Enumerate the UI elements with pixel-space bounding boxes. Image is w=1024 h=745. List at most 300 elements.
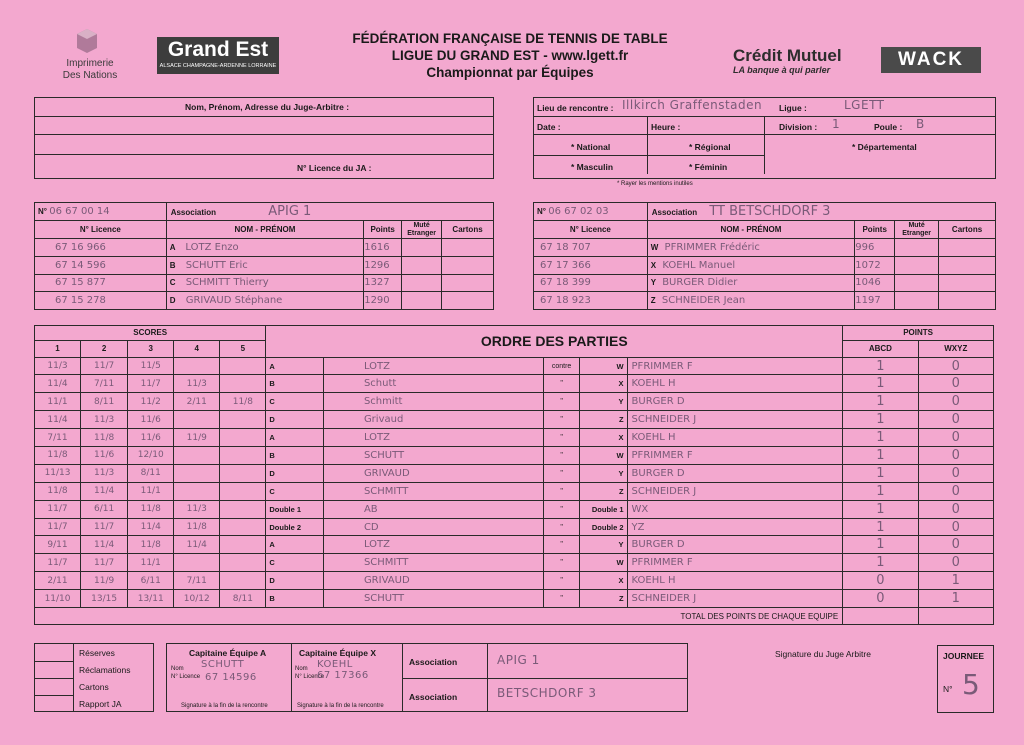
player-name: SCHMITT Thierry bbox=[185, 277, 269, 289]
match-row bbox=[35, 464, 994, 482]
player-x-name: KOEHL H bbox=[627, 572, 843, 590]
player-letter: X bbox=[650, 260, 657, 270]
player-name-cell bbox=[647, 292, 854, 310]
assoc-vline bbox=[487, 644, 488, 711]
points-abcd: 0 bbox=[843, 572, 918, 590]
player-x-letter: Z bbox=[580, 590, 627, 608]
ja-line bbox=[35, 134, 493, 135]
player-points: 1197 bbox=[855, 292, 895, 310]
team-x-col-licence: N° Licence bbox=[534, 221, 648, 239]
player-name: SCHUTT Eric bbox=[185, 259, 248, 271]
player-a-name: AB bbox=[323, 500, 543, 518]
points-wxyz: 1 bbox=[918, 572, 993, 590]
set-score: 11/5 bbox=[128, 357, 174, 375]
points-abcd: 1 bbox=[843, 482, 918, 500]
points-abcd: 1 bbox=[843, 375, 918, 393]
grandest-logo-text: Grand Est bbox=[167, 38, 269, 61]
team-x-player-row bbox=[534, 274, 996, 292]
poule-value: B bbox=[916, 117, 925, 131]
scores-header: SCORES bbox=[35, 326, 266, 341]
player-points: 1296 bbox=[364, 256, 402, 274]
player-a-letter: D bbox=[266, 572, 324, 590]
points-abcd: 1 bbox=[843, 500, 918, 518]
team-x-no-value: 06 67 02 03 bbox=[548, 206, 609, 217]
player-licence: 67 18 399 bbox=[534, 274, 648, 292]
national-option[interactable]: * National bbox=[571, 142, 611, 152]
player-a-letter: B bbox=[266, 590, 324, 608]
regional-option[interactable]: * Régional bbox=[689, 142, 731, 152]
match-row bbox=[35, 375, 994, 393]
player-a-letter: D bbox=[266, 464, 324, 482]
player-points: 1327 bbox=[364, 274, 402, 292]
team-a-player-row bbox=[35, 292, 494, 310]
points-wxyz: 0 bbox=[918, 447, 993, 465]
player-name-cell bbox=[166, 239, 364, 257]
team-x-no-cell bbox=[534, 203, 648, 221]
set-score bbox=[220, 429, 266, 447]
contre-label: " bbox=[543, 554, 580, 572]
set-score: 11/8 bbox=[35, 447, 81, 465]
set-header: 3 bbox=[128, 340, 174, 357]
set-score: 11/3 bbox=[35, 357, 81, 375]
match-row bbox=[35, 429, 994, 447]
points-wxyz: 0 bbox=[918, 482, 993, 500]
wack-logo-text: WACK bbox=[897, 49, 965, 70]
report-line bbox=[35, 661, 73, 662]
set-score: 6/11 bbox=[81, 500, 128, 518]
wack-logo bbox=[881, 47, 981, 73]
match-row bbox=[35, 482, 994, 500]
team-x-col-nom: NOM - PRÉNOM bbox=[647, 221, 854, 239]
team-x-col-cartons: Cartons bbox=[939, 221, 996, 239]
player-licence: 67 14 596 bbox=[35, 256, 167, 274]
cm-logo-text: Crédit Mutuel bbox=[733, 46, 842, 65]
match-row bbox=[35, 536, 994, 554]
points-wxyz: 1 bbox=[918, 590, 993, 608]
set-score bbox=[220, 500, 266, 518]
reserves-label[interactable]: Réserves bbox=[79, 648, 115, 658]
points-abcd: 1 bbox=[843, 429, 918, 447]
report-line bbox=[35, 695, 73, 696]
team-a-no-value: 06 67 00 14 bbox=[49, 206, 110, 217]
player-letter: W bbox=[650, 242, 659, 252]
set-score: 11/9 bbox=[81, 572, 128, 590]
set-score: 11/7 bbox=[35, 554, 81, 572]
venue-note: * Rayer les mentions inutiles bbox=[617, 181, 693, 187]
set-score: 2/11 bbox=[35, 572, 81, 590]
player-letter: Z bbox=[650, 296, 656, 306]
player-x-name: WX bbox=[627, 500, 843, 518]
total-label: TOTAL DES POINTS DE CHAQUE EQUIPE bbox=[35, 608, 843, 625]
player-points: 1290 bbox=[364, 292, 402, 310]
points-abcd: 1 bbox=[843, 411, 918, 429]
player-points: 1072 bbox=[855, 256, 895, 274]
player-mute bbox=[402, 239, 442, 257]
player-a-name: Schutt bbox=[323, 375, 543, 393]
team-x-player-row bbox=[534, 239, 996, 257]
player-licence: 67 16 966 bbox=[35, 239, 167, 257]
feminin-option[interactable]: * Féminin bbox=[689, 162, 728, 172]
player-points: 1616 bbox=[364, 239, 402, 257]
set-score: 11/3 bbox=[174, 375, 220, 393]
contre-label: " bbox=[543, 411, 580, 429]
title-line2: LIGUE DU GRAND EST - www.lgett.fr bbox=[391, 48, 629, 63]
player-a-letter: B bbox=[266, 447, 324, 465]
team-x-assoc-cell bbox=[647, 203, 995, 221]
rapport-label[interactable]: Rapport JA bbox=[79, 699, 122, 709]
set-score: 11/3 bbox=[81, 411, 128, 429]
set-score: 7/11 bbox=[174, 572, 220, 590]
player-x-name: YZ bbox=[627, 518, 843, 536]
player-name-cell bbox=[166, 256, 364, 274]
team-a-player-row bbox=[35, 274, 494, 292]
set-score: 11/8 bbox=[128, 536, 174, 554]
ligue-value: LGETT bbox=[844, 98, 885, 112]
player-name: GRIVAUD Stéphane bbox=[185, 295, 283, 307]
player-x-name: BURGER D bbox=[627, 393, 843, 411]
player-a-letter: A bbox=[266, 536, 324, 554]
points-wxyz: 0 bbox=[918, 536, 993, 554]
assoc-x-value: BETSCHDORF 3 bbox=[497, 686, 597, 700]
player-name-cell bbox=[166, 274, 364, 292]
team-a-assoc-cell bbox=[166, 203, 493, 221]
contre-label: " bbox=[543, 500, 580, 518]
ja-box bbox=[34, 97, 494, 179]
imprimerie-name bbox=[55, 58, 125, 82]
poule-label: Poule : bbox=[874, 122, 903, 132]
cartons-label[interactable]: Cartons bbox=[79, 682, 109, 692]
player-x-name: KOEHL H bbox=[627, 375, 843, 393]
player-mute bbox=[895, 256, 939, 274]
set-score bbox=[174, 554, 220, 572]
player-x-letter: Y bbox=[580, 464, 627, 482]
reclamations-label[interactable]: Réclamations bbox=[79, 665, 131, 675]
player-a-letter: A bbox=[266, 429, 324, 447]
player-a-name: GRIVAUD bbox=[323, 572, 543, 590]
player-a-name: Schmitt bbox=[323, 393, 543, 411]
player-x-name: KOEHL H bbox=[627, 429, 843, 447]
team-a-col-cartons: Cartons bbox=[442, 221, 494, 239]
imprimerie-line2: Des Nations bbox=[62, 70, 118, 81]
player-letter: Y bbox=[650, 278, 656, 288]
journee-label: JOURNEE bbox=[943, 651, 985, 661]
set-score: 12/10 bbox=[128, 447, 174, 465]
match-row bbox=[35, 447, 994, 465]
cap-divider bbox=[291, 644, 292, 711]
venue-vline bbox=[764, 134, 765, 174]
set-score: 13/15 bbox=[81, 590, 128, 608]
player-x-name: PFRIMMER F bbox=[627, 447, 843, 465]
set-score bbox=[174, 464, 220, 482]
player-x-name: SCHNEIDER J bbox=[627, 590, 843, 608]
team-a-col-licence: N° Licence bbox=[35, 221, 167, 239]
points-abcd: 1 bbox=[843, 447, 918, 465]
player-x-letter: X bbox=[580, 429, 627, 447]
title-line3: Championnat par Équipes bbox=[426, 65, 594, 80]
set-score: 8/11 bbox=[81, 393, 128, 411]
match-row bbox=[35, 554, 994, 572]
ja-name-label: Nom, Prénom, Adresse du Juge-Arbitre : bbox=[185, 102, 350, 112]
cap-a-nom: SCHUTT bbox=[201, 659, 245, 670]
set-score: 11/4 bbox=[81, 536, 128, 554]
points-abcd: 1 bbox=[843, 518, 918, 536]
player-x-letter: Z bbox=[580, 482, 627, 500]
player-a-name: LOTZ bbox=[323, 429, 543, 447]
venue-vline bbox=[647, 134, 648, 174]
team-x-col-mute: Muté Etranger bbox=[895, 221, 939, 239]
journee-box bbox=[937, 645, 994, 713]
contre-label: " bbox=[543, 536, 580, 554]
total-wxyz bbox=[918, 608, 993, 625]
player-cartons bbox=[939, 292, 996, 310]
ja-line bbox=[35, 154, 493, 155]
total-abcd bbox=[843, 608, 918, 625]
set-score: 11/4 bbox=[174, 536, 220, 554]
match-row bbox=[35, 500, 994, 518]
team-x-player-row bbox=[534, 256, 996, 274]
player-x-name: BURGER D bbox=[627, 536, 843, 554]
player-mute bbox=[895, 239, 939, 257]
team-x-no-label: N° bbox=[537, 207, 546, 216]
set-score: 11/13 bbox=[35, 464, 81, 482]
contre-label: contre bbox=[543, 357, 580, 375]
abcd-header: ABCD bbox=[843, 340, 918, 357]
team-a-assoc-label: Association bbox=[170, 208, 217, 217]
player-licence: 67 18 707 bbox=[534, 239, 648, 257]
team-a-col-points: Points bbox=[364, 221, 402, 239]
set-score: 11/4 bbox=[128, 518, 174, 536]
player-cartons bbox=[939, 274, 996, 292]
player-a-name: Grivaud bbox=[323, 411, 543, 429]
player-x-letter: W bbox=[580, 554, 627, 572]
ja-line bbox=[35, 116, 493, 117]
team-a-no-cell bbox=[35, 203, 167, 221]
set-score: 6/11 bbox=[128, 572, 174, 590]
set-score: 11/8 bbox=[128, 500, 174, 518]
cm-logo-sub: LA banque à qui parler bbox=[733, 65, 831, 75]
division-value: 1 bbox=[832, 117, 841, 131]
player-x-name: PFRIMMER F bbox=[627, 357, 843, 375]
contre-label: " bbox=[543, 393, 580, 411]
cap-a-lic-label: N° Licence bbox=[171, 674, 201, 680]
ligue-label: Ligue : bbox=[779, 103, 807, 113]
player-x-letter: Double 1 bbox=[580, 500, 627, 518]
set-score: 11/7 bbox=[81, 554, 128, 572]
player-mute bbox=[895, 274, 939, 292]
points-wxyz: 0 bbox=[918, 429, 993, 447]
masculin-option[interactable]: * Masculin bbox=[571, 162, 614, 172]
report-box bbox=[34, 643, 154, 712]
set-score: 11/2 bbox=[128, 393, 174, 411]
player-x-letter: W bbox=[580, 447, 627, 465]
contre-label: " bbox=[543, 572, 580, 590]
contre-label: " bbox=[543, 429, 580, 447]
cap-x-nom: KOEHL bbox=[317, 659, 353, 670]
match-rows bbox=[35, 357, 994, 608]
points-abcd: 0 bbox=[843, 590, 918, 608]
player-a-name: SCHUTT bbox=[323, 590, 543, 608]
player-letter: D bbox=[169, 296, 176, 306]
set-score bbox=[220, 554, 266, 572]
match-row bbox=[35, 411, 994, 429]
team-x-col-points: Points bbox=[855, 221, 895, 239]
set-score: 10/12 bbox=[174, 590, 220, 608]
match-row bbox=[35, 572, 994, 590]
departemental-option[interactable]: * Départemental bbox=[852, 142, 917, 152]
player-name: SCHNEIDER Jean bbox=[661, 295, 746, 307]
assoc-line bbox=[402, 678, 687, 679]
player-name-cell bbox=[647, 274, 854, 292]
team-a-table bbox=[34, 202, 494, 310]
grandest-logo bbox=[157, 37, 279, 74]
set-score bbox=[220, 572, 266, 590]
ja-signature-label: Signature du Juge Arbitre bbox=[775, 649, 871, 659]
set-score: 11/8 bbox=[174, 518, 220, 536]
team-x-assoc-value: TT BETSCHDORF 3 bbox=[709, 204, 831, 219]
points-abcd: 1 bbox=[843, 536, 918, 554]
player-x-letter: Z bbox=[580, 411, 627, 429]
player-cartons bbox=[442, 274, 494, 292]
player-x-name: PFRIMMER F bbox=[627, 554, 843, 572]
player-licence: 67 15 278 bbox=[35, 292, 167, 310]
player-a-letter: Double 2 bbox=[266, 518, 324, 536]
set-score: 11/4 bbox=[35, 411, 81, 429]
set-score: 11/1 bbox=[128, 554, 174, 572]
set-score: 11/7 bbox=[35, 518, 81, 536]
set-score: 11/9 bbox=[174, 429, 220, 447]
set-score: 8/11 bbox=[220, 590, 266, 608]
set-score: 11/7 bbox=[128, 375, 174, 393]
player-a-name: LOTZ bbox=[323, 536, 543, 554]
lieu-value: Illkirch Graffenstaden bbox=[622, 98, 763, 112]
venue-vline bbox=[647, 116, 648, 134]
player-x-name: SCHNEIDER J bbox=[627, 411, 843, 429]
set-score bbox=[174, 411, 220, 429]
set-header: 2 bbox=[81, 340, 128, 357]
points-wxyz: 0 bbox=[918, 554, 993, 572]
team-a-player-row bbox=[35, 239, 494, 257]
set-score: 13/11 bbox=[128, 590, 174, 608]
team-a-player-row bbox=[35, 256, 494, 274]
set-score: 2/11 bbox=[174, 393, 220, 411]
player-letter: B bbox=[169, 260, 176, 270]
set-score: 11/1 bbox=[35, 393, 81, 411]
venue-line bbox=[534, 155, 765, 156]
set-score: 11/6 bbox=[128, 411, 174, 429]
contre-label: " bbox=[543, 464, 580, 482]
set-score bbox=[174, 357, 220, 375]
points-abcd: 1 bbox=[843, 393, 918, 411]
title-line1: FÉDÉRATION FRANÇAISE DE TENNIS DE TABLE bbox=[352, 31, 668, 46]
set-score bbox=[220, 375, 266, 393]
player-points: 996 bbox=[855, 239, 895, 257]
player-cartons bbox=[939, 256, 996, 274]
venue-vline bbox=[764, 116, 765, 134]
player-x-letter: W bbox=[580, 357, 627, 375]
set-score bbox=[220, 518, 266, 536]
date-label: Date : bbox=[537, 122, 561, 132]
contre-label: " bbox=[543, 590, 580, 608]
player-cartons bbox=[442, 256, 494, 274]
ordre-header: ORDRE DES PARTIES bbox=[266, 326, 843, 358]
set-header: 5 bbox=[220, 340, 266, 357]
set-score: 11/6 bbox=[128, 429, 174, 447]
assoc-x-label: Association bbox=[409, 692, 458, 702]
set-score: 11/4 bbox=[81, 482, 128, 500]
player-x-letter: Double 2 bbox=[580, 518, 627, 536]
player-name: PFRIMMER Frédéric bbox=[664, 241, 760, 253]
contre-label: " bbox=[543, 482, 580, 500]
set-score: 11/3 bbox=[81, 464, 128, 482]
match-row bbox=[35, 357, 994, 375]
cap-x-sign-note: Signature à la fin de la rencontre bbox=[297, 703, 384, 709]
matches-table bbox=[34, 325, 994, 625]
heure-label: Heure : bbox=[651, 122, 681, 132]
set-score: 11/8 bbox=[35, 482, 81, 500]
player-x-name: BURGER D bbox=[627, 464, 843, 482]
player-name: LOTZ Enzo bbox=[185, 241, 239, 253]
player-a-letter: C bbox=[266, 554, 324, 572]
player-mute bbox=[402, 256, 442, 274]
imprimerie-line1: Imprimerie bbox=[66, 58, 114, 69]
points-wxyz: 0 bbox=[918, 500, 993, 518]
player-a-letter: A bbox=[266, 357, 324, 375]
player-name-cell bbox=[647, 239, 854, 257]
set-score: 11/6 bbox=[81, 447, 128, 465]
player-mute bbox=[402, 292, 442, 310]
set-score bbox=[220, 357, 266, 375]
set-score bbox=[220, 464, 266, 482]
player-a-name: SCHMITT bbox=[323, 482, 543, 500]
player-x-letter: X bbox=[580, 375, 627, 393]
player-name: KOEHL Manuel bbox=[662, 259, 736, 271]
player-a-letter: B bbox=[266, 375, 324, 393]
imprimerie-logo-icon bbox=[72, 26, 102, 56]
set-score bbox=[220, 411, 266, 429]
player-a-name: CD bbox=[323, 518, 543, 536]
set-score: 11/10 bbox=[35, 590, 81, 608]
page-title bbox=[300, 30, 720, 81]
player-a-letter: D bbox=[266, 411, 324, 429]
player-licence: 67 17 366 bbox=[534, 256, 648, 274]
set-header: 1 bbox=[35, 340, 81, 357]
team-x-assoc-label: Association bbox=[651, 208, 698, 217]
player-letter: A bbox=[169, 242, 176, 252]
assoc-a-label: Association bbox=[409, 657, 458, 667]
player-cartons bbox=[442, 239, 494, 257]
division-label: Division : bbox=[779, 122, 818, 132]
cap-a-nom-label: Nom bbox=[171, 666, 184, 672]
player-points: 1046 bbox=[855, 274, 895, 292]
player-a-name: SCHMITT bbox=[323, 554, 543, 572]
player-mute bbox=[402, 274, 442, 292]
match-row bbox=[35, 590, 994, 608]
contre-label: " bbox=[543, 375, 580, 393]
captain-x-label: Capitaine Équipe X bbox=[299, 648, 376, 658]
match-row bbox=[35, 518, 994, 536]
player-x-name: SCHNEIDER J bbox=[627, 482, 843, 500]
cap-x-nom-label: Nom bbox=[295, 666, 308, 672]
team-a-no-label: N° bbox=[38, 207, 47, 216]
captain-a-label: Capitaine Équipe A bbox=[189, 648, 267, 658]
team-x-table bbox=[533, 202, 996, 310]
wxyz-header: WXYZ bbox=[918, 340, 993, 357]
venue-box bbox=[533, 97, 996, 179]
cap-a-sign-note: Signature à la fin de la rencontre bbox=[181, 703, 268, 709]
set-score bbox=[220, 447, 266, 465]
journee-no-label: N° bbox=[943, 684, 953, 694]
cap-x-lic: 67 17366 bbox=[317, 670, 369, 681]
